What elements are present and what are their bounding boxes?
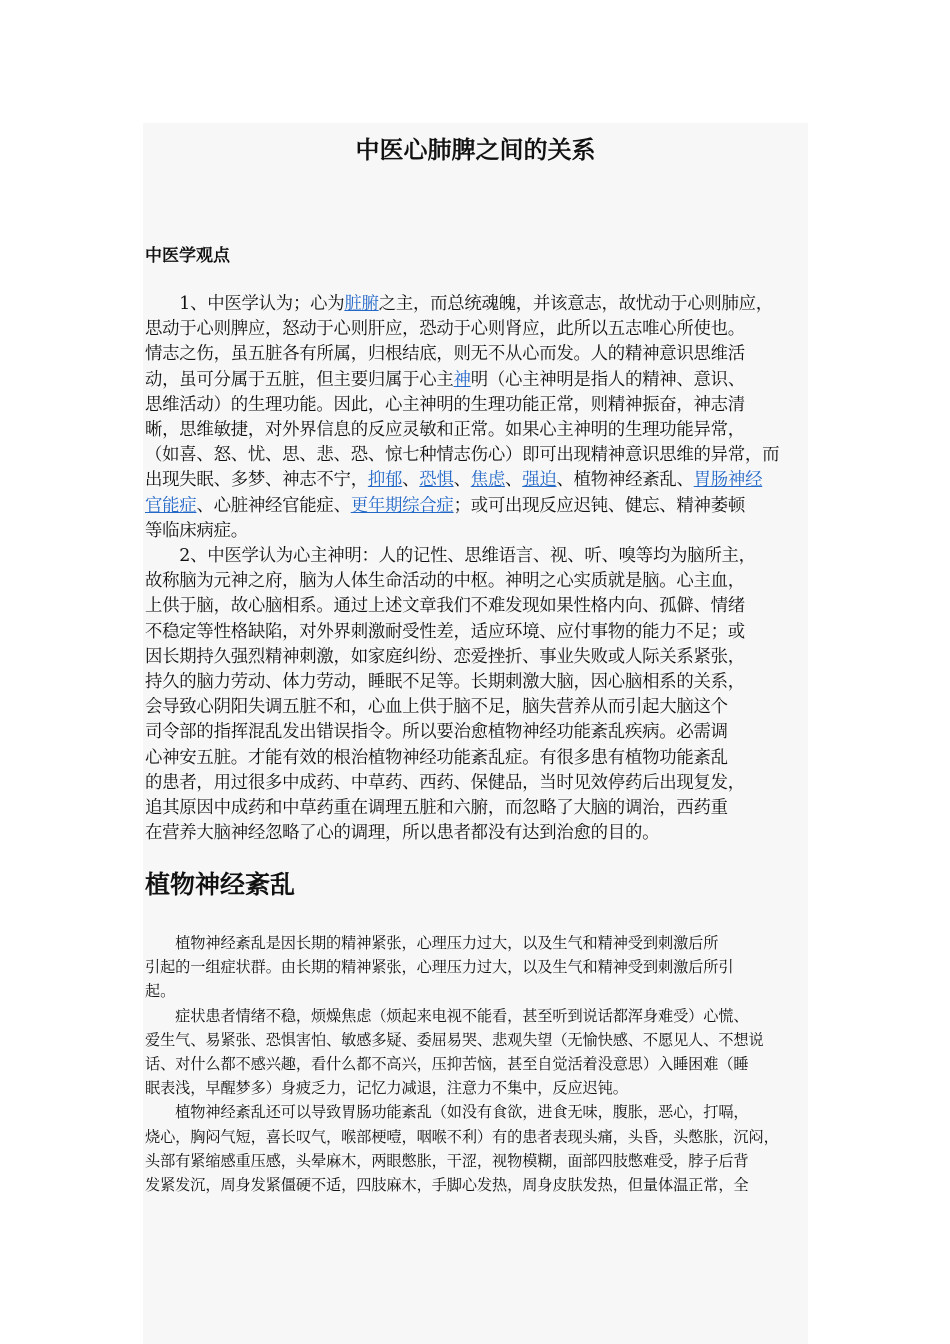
paragraph-line: 持久的脑力劳动、体力劳动，睡眠不足等。长期刺激大脑，因心脑相系的关系， — [145, 672, 745, 693]
paragraph-line: 的患者，用过很多中成药、中草药、西药、保健品，当时见效停药后出现复发， — [145, 772, 745, 793]
paragraph-line: 情志之伤，虽五脏各有所属，归根结底，则无不从心而发。人的精神意识思维活 — [145, 344, 745, 365]
paragraph-line: 心神安五脏。才能有效的根治植物神经功能紊乱症。有很多患有植物功能紊乱 — [145, 747, 728, 768]
section-heading-autonomic-disorder: 植物神经紊乱 — [145, 870, 296, 899]
paragraph-line: 话、对什么都不感兴趣，看什么都不高兴，压抑苦恼，甚至自觉活着没意思）入睡困难（睡 — [145, 1055, 749, 1074]
paragraph-line: 起。 — [145, 982, 176, 1001]
paragraph-line: 头部有紧缩感重压感，头晕麻木，两眼憋胀，干涩，视物模糊，面部四肢憋难受，脖子后背 — [145, 1151, 749, 1170]
paragraph-line: 思动于心则脾应，怒动于心则肝应，恐动于心则肾应，此所以五志唯心所使也。 — [145, 319, 745, 340]
link-gastro-neurosis[interactable]: 胃肠神经 — [693, 470, 763, 491]
paragraph-line: 植物神经紊乱是因长期的精神紧张，心理压力过大，以及生气和精神受到刺激后所 — [145, 934, 719, 952]
page-title: 中医心肺脾之间的关系 — [355, 136, 596, 164]
text-span: 出现失眠、多梦、神志不宁， — [145, 470, 368, 491]
link-gastro-neurosis-cont[interactable]: 官能症 — [145, 495, 197, 516]
link-zangfu[interactable]: 脏腑 — [344, 294, 379, 314]
section-autonomic-disorder-body — [145, 931, 810, 1197]
link-compulsion[interactable]: 强迫 — [522, 470, 557, 491]
paragraph-line: 眠表浅，早醒梦多）身疲乏力，记忆力减退，注意力不集中，反应迟钝。 — [145, 1079, 628, 1098]
link-menopause-syndrome[interactable]: 更年期综合症 — [350, 495, 454, 516]
paragraph-line: 2、中医学认为心主神明：人的记性、思维语言、视、听、嗅等均为脑所主， — [145, 546, 756, 567]
paragraph-line: 追其原因中成药和中草药重在调理五脏和六腑，而忽略了大脑的调治，西药重 — [145, 798, 728, 819]
paragraph-line: 思维活动）的生理功能。因此，心主神明的生理功能正常，则精神振奋，神志清 — [145, 394, 745, 415]
text-span: 1、中医学认为；心为 — [145, 294, 345, 314]
link-shen[interactable]: 神 — [453, 369, 471, 390]
text-span: 动，虽可分属于五脏，但主要归属于心主 — [145, 369, 454, 390]
paragraph-line: 症状患者情绪不稳，烦燥焦虑（烦起来电视不能看，甚至听到说话都浑身难受）心慌、 — [145, 1006, 749, 1025]
text-span: 、心脏神经官能症、 — [196, 495, 351, 516]
paragraph-line: 上供于脑，故心脑相系。通过上述文章我们不难发现如果性格内向、孤僻、情绪 — [145, 596, 745, 617]
text-span: 之主，而总统魂魄，并该意志，故忧动于心则肺应， — [378, 294, 773, 314]
text-span: ；或可出现反应迟钝、健忘、精神萎顿 — [453, 495, 745, 516]
text-span: 、植物神经紊乱、 — [556, 470, 694, 491]
paragraph-line: 故称脑为元神之府，脑为人体生命活动的中枢。神明之心实质就是脑。心主血， — [145, 571, 745, 592]
paragraph-line: 在营养大脑神经忽略了心的调理，所以患者都没有达到治愈的目的。 — [145, 823, 660, 844]
paragraph-line — [145, 494, 810, 519]
text-span: 、 — [453, 470, 471, 491]
text-span: 明（心主神明是指人的精神、意识、 — [470, 369, 745, 390]
paragraph-line: 植物神经紊乱还可以导致胃肠功能紊乱（如没有食欲，进食无味，腹胀，恶心，打嗝， — [145, 1103, 749, 1122]
paragraph-line: 因长期持久强烈精神刺激，如家庭纠纷、恋爱挫折、事业失败或人际关系紧张， — [145, 646, 745, 667]
text-span: 、 — [505, 470, 523, 491]
link-anxiety[interactable]: 焦虑 — [470, 470, 506, 491]
paragraph-line: （如喜、怒、忧、思、悲、恐、惊七种情志伤心）即可出现精神意识思维的异常，而 — [145, 445, 780, 466]
paragraph-line: 发紧发沉，周身发紧僵硬不适，四肢麻木，手脚心发热，周身皮肤发热，但量体温正常，全 — [145, 1176, 749, 1195]
section-tcm-view-body — [145, 292, 810, 846]
link-fear[interactable]: 恐惧 — [419, 470, 454, 491]
paragraph-line — [145, 292, 810, 317]
paragraph-line — [145, 468, 810, 493]
paragraph-line: 等临床病症。 — [145, 520, 248, 541]
link-depression[interactable]: 抑郁 — [367, 470, 403, 491]
section-heading-tcm-view: 中医学观点 — [145, 246, 230, 266]
text-span: 、 — [402, 470, 420, 491]
paragraph-line: 爱生气、易紧张、恐惧害怕、敏感多疑、委屈易哭、悲观失望（无愉快感、不愿见人、不想说 — [145, 1030, 764, 1049]
paragraph-line: 晰，思维敏捷，对外界信息的反应灵敏和正常。如果心主神明的生理功能异常， — [145, 420, 745, 441]
paragraph-line: 司令部的指挥混乱发出错误指令。所以要治愈植物神经功能紊乱疾病。必需调 — [145, 722, 728, 743]
paragraph-line: 烧心，胸闷气短，喜长叹气，喉部梗噎，咽喉不利）有的患者表现头痛，头昏，头憋胀，沉闷， — [145, 1127, 779, 1146]
paragraph-line: 引起的一组症状群。由长期的精神紧张，心理压力过大，以及生气和精神受到刺激后所引 — [145, 958, 734, 977]
paragraph-line — [145, 368, 810, 393]
paragraph-line: 会导致心阴阳失调五脏不和，心血上供于脑不足，脑失营养从而引起大脑这个 — [145, 697, 728, 718]
paragraph-line: 不稳定等性格缺陷，对外界刺激耐受性差，适应环境、应付事物的能力不足；或 — [145, 621, 745, 642]
